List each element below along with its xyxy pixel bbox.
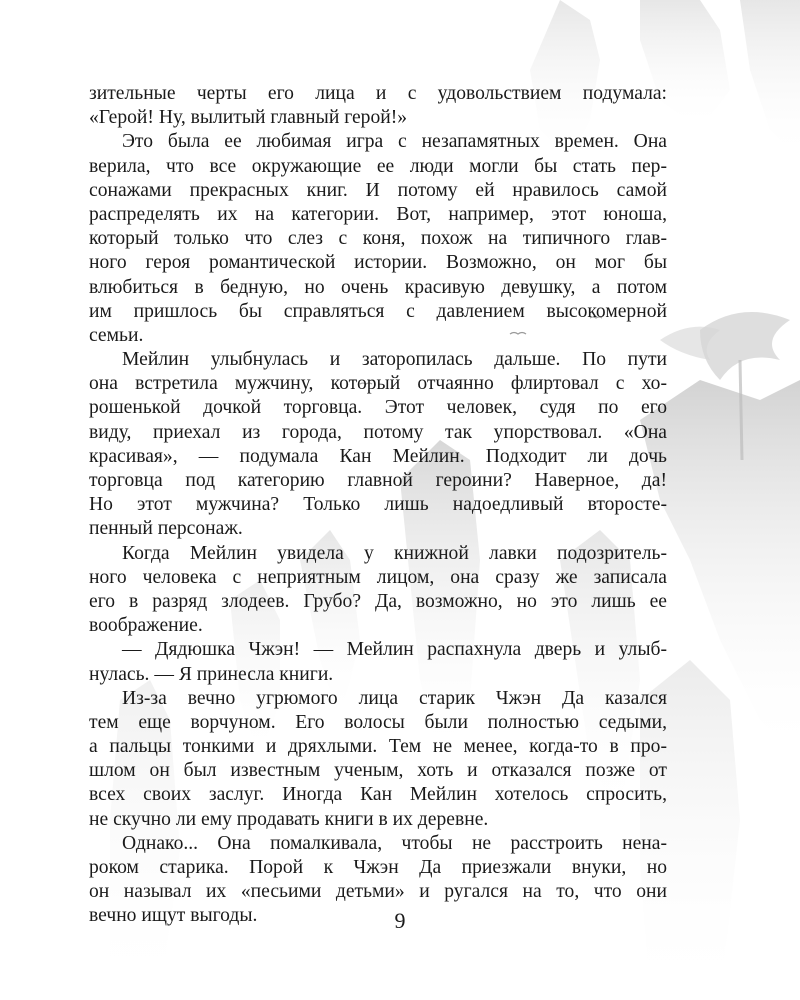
text-line: его в разряд злодеев. Грубо? Да, возможно, но это лишь ее bbox=[89, 590, 667, 612]
text-line: верила, что все окружающие ее люди могли бы стать пер- bbox=[89, 155, 667, 177]
text-line: влюбиться в бедную, но очень красивую девушку, а потом bbox=[89, 276, 667, 298]
text-line: нулась. — Я принесла книги. bbox=[89, 663, 334, 685]
page-number: 9 bbox=[394, 908, 406, 933]
text-line: она встретила мужчину, который отчаянно флиртовал с хо- bbox=[89, 373, 667, 395]
text-line: семьи. bbox=[89, 324, 144, 346]
text-line: Но этот мужчина? Только лишь надоедливый второсте- bbox=[89, 494, 667, 516]
text-line: всех своих заслуг. Иногда Кан Мейлин хотелось спросить, bbox=[89, 784, 667, 806]
text-line: воображение. bbox=[89, 615, 203, 637]
text-line: — Дядюшка Чжэн! — Мейлин распахнула дверь и улыб- bbox=[122, 639, 667, 661]
text-line: им пришлось бы справляться с давлением высокомерной bbox=[89, 300, 667, 322]
text-line: он называл их «песьими детьми» и ругался на то, что они bbox=[89, 881, 667, 903]
body-text bbox=[89, 82, 667, 929]
text-line: виду, приехал из города, потому так упорствовал. «Она bbox=[89, 421, 667, 443]
text-line: «Герой! Ну, вылитый главный герой!» bbox=[89, 107, 408, 129]
text-line: ного героя романтической истории. Возможно, он мог бы bbox=[89, 252, 667, 274]
text-line: красивая», — подумала Кан Мейлин. Подходит ли дочь bbox=[89, 445, 667, 467]
text-line: пенный персонаж. bbox=[89, 518, 243, 540]
text-line: который только что слез с коня, похож на типичного глав- bbox=[89, 228, 667, 250]
text-line: Когда Мейлин увидела у книжной лавки подозритель- bbox=[122, 542, 667, 564]
text-line: сонажами прекрасных книг. И потому ей нравилось самой bbox=[89, 179, 667, 201]
text-line: Из-за вечно угрюмого лица старик Чжэн Да казался bbox=[122, 687, 667, 709]
text-line: вечно ищут выгоды. bbox=[89, 905, 258, 927]
text-line: ного человека с неприятным лицом, она сразу же записала bbox=[89, 566, 667, 588]
text-line: распределять их на категории. Вот, например, этот юноша, bbox=[89, 203, 667, 225]
text-line: Мейлин улыбнулась и заторопилась дальше. По пути bbox=[122, 349, 667, 371]
text-line: рошенькой дочкой торговца. Этот человек, судя по его bbox=[89, 397, 667, 419]
text-line: шлом он был известным ученым, хоть и отказался позже от bbox=[89, 760, 667, 782]
text-line: торговца под категорию главной героини? Наверное, да! bbox=[89, 470, 667, 491]
text-line: не скучно ли ему продавать книги в их деревне. bbox=[89, 808, 489, 830]
text-line: роком старика. Порой к Чжэн Да приезжали внуки, но bbox=[89, 857, 667, 878]
text-line: Это была ее любимая игра с незапамятных времен. Она bbox=[122, 131, 667, 153]
text-line: тем еще ворчуном. Его волосы были полностью седыми, bbox=[89, 711, 667, 733]
text-line: а пальцы тонкими и дряхлыми. Тем не менее, когда-то в про- bbox=[89, 736, 667, 758]
text-line: зительные черты его лица и с удовольствием подумала: bbox=[89, 83, 667, 104]
mountain-peak bbox=[700, 312, 790, 380]
text-line: Однако... Она помалкивала, чтобы не расстроить нена- bbox=[122, 832, 667, 854]
mountain-peak bbox=[740, 0, 800, 160]
